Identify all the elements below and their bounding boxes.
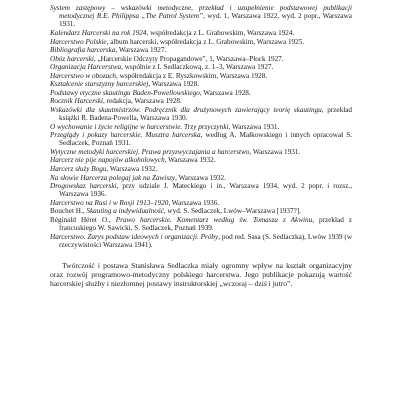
bibliography-list <box>50 4 352 249</box>
entry-title: Harcerz służy Bogu <box>50 165 107 174</box>
bibliography-entry <box>50 174 352 182</box>
entry-details: , wyd. 1, Warszawa 1922, wyd. 2 popr., Warszawa 1931. <box>59 12 352 29</box>
entry-title: Kalendarz Harcerski na rok 1924 <box>50 28 147 37</box>
entry-details: , Warszawa 1931. <box>249 147 301 156</box>
bibliography-entry <box>50 4 352 29</box>
bibliography-entry <box>50 80 352 88</box>
entry-author: Bouchet H., <box>50 207 87 216</box>
bibliography-entry <box>50 216 352 232</box>
entry-details: , „Harcerskie Odczyty Propagandowe”, 1, Warszawa–Płock 1927. <box>93 54 284 63</box>
bibliography-entry <box>50 165 352 173</box>
entry-title: Na słowie Harcerza polegaj jak na Zawiszy <box>50 173 176 182</box>
entry-title: Bibliografia harcerska <box>50 46 116 55</box>
entry-details: , wspólnie z I. Sedlaczkową, z. 1–3, Warszawa 1927. <box>121 63 274 72</box>
entry-title: Rocznik Harcerski <box>50 97 104 106</box>
document-page <box>50 4 352 396</box>
entry-title: Prawo harcerskie. Komentarz według św. Tomasza z Akwinu <box>115 215 313 224</box>
bibliography-entry <box>50 89 352 97</box>
entry-title: System zastępowy – wskazówki metodyczne, przekład i uzupełnienie podstawowej publikacji metodycznej R.E. Philippsa „The Patrol System” <box>50 4 352 21</box>
entry-title: Podstawy etyczne skautingu Baden-Powellowskiego <box>50 88 200 97</box>
entry-title: Kształcenie starszyzny harcerskiej <box>50 80 149 89</box>
bibliography-entry <box>50 131 352 147</box>
entry-title: Harcerstwo Polskie <box>50 37 107 46</box>
bibliography-entry <box>50 72 352 80</box>
bibliography-entry <box>50 55 352 63</box>
entry-title: Obóz harcerski <box>50 54 94 63</box>
entry-details: , według A. Małkowskiego i innych opracował S. Sedlaczek, Poznań 1931. <box>59 131 352 148</box>
bibliography-entry <box>50 63 352 71</box>
entry-title: O wychowanie i życie religijne w harcerstwie. Trzy przyczynki <box>50 122 229 131</box>
entry-details: , przy udziale J. Mateckiego i in., Warszawa 1934, wyd. 2 popr. i rozsz., Warszawa 1936. <box>59 182 353 199</box>
entry-details: , Warszawa 1932. <box>175 173 226 182</box>
bibliography-entry <box>50 182 352 198</box>
entry-title: Wskazówki dla skautmistrzów. Podręcznik dla drużynowych zawierający teorię skautingu <box>50 105 322 114</box>
bibliography-entry <box>50 38 352 46</box>
entry-details: , współredakcja z E. Ryszkowskim, Warszawa 1928. <box>116 71 268 80</box>
entry-title: Wytyczne metodyki harcerskiej. Prawa przyzwyczajania a harcerstwo <box>50 147 250 156</box>
bibliography-entry <box>50 233 352 249</box>
entry-details: , przekład książki R. Badena-Powella, Warszawa 1930. <box>59 105 352 123</box>
entry-title: Skauting a indywidualność <box>86 207 164 216</box>
bibliography-entry <box>50 123 352 131</box>
entry-details: , współredakcja z L. Grabowskim, Warszawa 1924. <box>146 28 295 37</box>
bibliography-entry <box>50 29 352 37</box>
entry-title: Harcerz nie pije napojów alkoholowych <box>50 156 165 165</box>
bibliography-entry <box>50 207 352 215</box>
entry-details: , pod red. Sasa (S. Sedlaczka), Lwów 1939 (w rzeczywistości Warszawa 1941). <box>59 232 353 249</box>
entry-details: , redakcja, Warszawa 1928. <box>103 97 182 106</box>
bibliography-entry <box>50 106 352 122</box>
entry-details: , Warszawa 1932. <box>164 156 216 165</box>
entry-title: Harcerstwo w obozach <box>50 71 117 80</box>
entry-details: , Warszawa 1932. <box>106 165 158 174</box>
entry-author: Réginald Héret O., <box>50 215 116 224</box>
bibliography-entry <box>50 199 352 207</box>
entry-details: , przekład z francuskiego W. Sawicki, S. Sedlaczek, Poznań 1939. <box>59 215 353 233</box>
entry-title: Przeglądy i pokazy harcerskie. Musztra harcerska <box>50 131 201 140</box>
entry-details: , Warszawa 1927. <box>115 46 167 55</box>
entry-details: , album harcerski, współredakcja z L. Grabowskim, Warszawa 1925. <box>106 37 305 46</box>
closing-paragraph: Twórczość i postawa Stanisława Sedlaczka miały ogromny wpływ na kształt organizacyjny oraz rozwój programowo-metodyczny polskiego harcerstwa. Jego publikacje pokazują wartość harcerskiej służby i niezłomnej postawy instruktorskiej „wczoraj – dziś i jutro”. <box>50 261 352 288</box>
entry-title: Drogowskaz harcerski <box>50 182 117 191</box>
entry-title: Harcerstwo na Rusi i w Rosji 1913–1920 <box>50 198 169 207</box>
entry-title: Organizacja Harcerstwa <box>50 63 122 72</box>
entry-details: , Warszawa 1931. <box>228 122 280 131</box>
entry-title: Harcerstwo. Zarys podstaw ideowych i organizacji. Próby <box>50 232 219 241</box>
entry-details: , Warszawa 1936. <box>168 198 220 207</box>
bibliography-entry <box>50 148 352 156</box>
bibliography-entry <box>50 46 352 54</box>
entry-details: , wyd. S. Sedlaczek, Lwów–Warszawa [1937?]. <box>163 207 301 216</box>
bibliography-entry <box>50 156 352 164</box>
entry-details: , Warszawa 1928. <box>199 88 251 97</box>
bibliography-entry <box>50 97 352 105</box>
entry-details: , Warszawa 1928. <box>148 80 200 89</box>
